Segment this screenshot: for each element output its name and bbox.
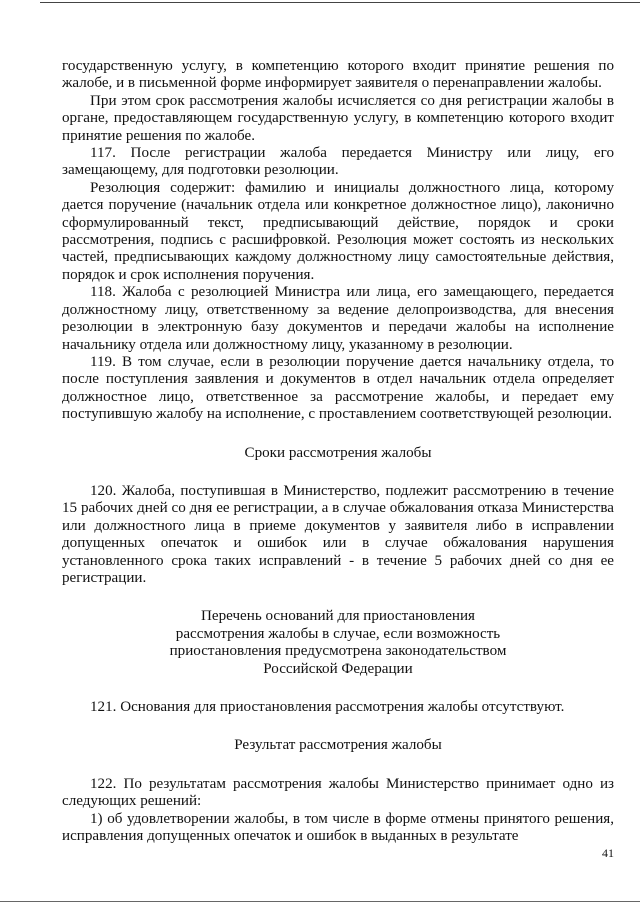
section-heading-suspension-line-2: рассмотрения жалобы в случае, если возможность bbox=[175, 625, 501, 642]
section-heading-suspension-line-4: Российской Федерации bbox=[263, 660, 413, 677]
paragraph-122-item-1: 1) об удовлетворении жалобы, в том числе в форме отмены принятого решения, исправления допущенных опечаток и ошибок в выданных в результате bbox=[62, 810, 614, 845]
section-heading-terms: Сроки рассмотрения жалобы bbox=[244, 444, 432, 461]
paragraph-122: 122. По результатам рассмотрения жалобы Министерство принимает одно из следующих решений: bbox=[62, 775, 614, 810]
section-heading-suspension-line-1: Перечень оснований для приостановления bbox=[201, 608, 475, 625]
spacer bbox=[62, 755, 614, 776]
scan-bottom-edge bbox=[0, 901, 640, 902]
paragraph-119: 119. В том случае, если в резолюции поручение дается начальнику отдела, то после поступления заявления и документов в отдел начальник отдела определяет должностное лицо, ответственное за рассмотрение жалобы, и передает ему поступившую жалобу на исполнение, с проставлением соответствующей резолюции. bbox=[62, 353, 614, 423]
section-heading-result: Результат рассмотрения жалобы bbox=[234, 737, 442, 754]
paragraph-review-period: При этом срок рассмотрения жалобы исчисляется со дня регистрации жалобы в органе, предоставляющем государственную услугу, в компетенцию которого входит принятие решения по жалобе. bbox=[62, 92, 614, 144]
paragraph-117: 117. После регистрации жалоба передается Министру или лицу, его замещающему, для подготовки резолюции. bbox=[62, 145, 614, 179]
document-body bbox=[62, 58, 614, 845]
page-number: 41 bbox=[602, 846, 614, 860]
paragraph-118: 118. Жалоба с резолюцией Министра или лица, его замещающего, передается должностному лицу, ответственному за ведение делопроизводства, для внесения резолюции в электронную базу документов и передачи жалобы на исполнение начальнику отдела или должностному лицу, указанному в резолюции. bbox=[62, 284, 614, 353]
scan-top-edge bbox=[40, 2, 640, 3]
spacer bbox=[62, 587, 614, 608]
spacer bbox=[62, 678, 614, 699]
spacer bbox=[62, 424, 614, 445]
spacer bbox=[62, 716, 614, 737]
paragraph-120: 120. Жалоба, поступившая в Министерство, подлежит рассмотрению в течение 15 рабочих дней со дня ее регистрации, а в случае обжалования отказа Министерства или должностного лица в приеме документов у заявителя либо в исправлении допущенных опечаток и ошибок или в случае обжалования нарушения установленного срока таких исправлений - в течение 5 рабочих дней со дня ее регистрации. bbox=[62, 482, 614, 586]
paragraph-resolution-content: Резолюция содержит: фамилию и инициалы должностного лица, которому дается поручение (начальник отдела или конкретное должностное лицо), лаконично сформулированный текст, предписывающий действие, порядок и сроки рассмотрения, подпись с расшифровкой. Резолюция может состоять из нескольких частей, предписывающих каждому должностному лицу самостоятельные действия, порядок и срок исполнения поручения. bbox=[62, 179, 614, 283]
spacer bbox=[62, 462, 614, 483]
paragraph-continuation: государственную услугу, в компетенцию которого входит принятие решения по жалобе, и в письменной форме информирует заявителя о перенаправлении жалобы. bbox=[62, 58, 614, 92]
paragraph-121: 121. Основания для приостановления рассмотрения жалобы отсутствуют. bbox=[90, 699, 565, 715]
section-heading-suspension-line-3: приостановления предусмотрена законодательством bbox=[169, 643, 507, 660]
